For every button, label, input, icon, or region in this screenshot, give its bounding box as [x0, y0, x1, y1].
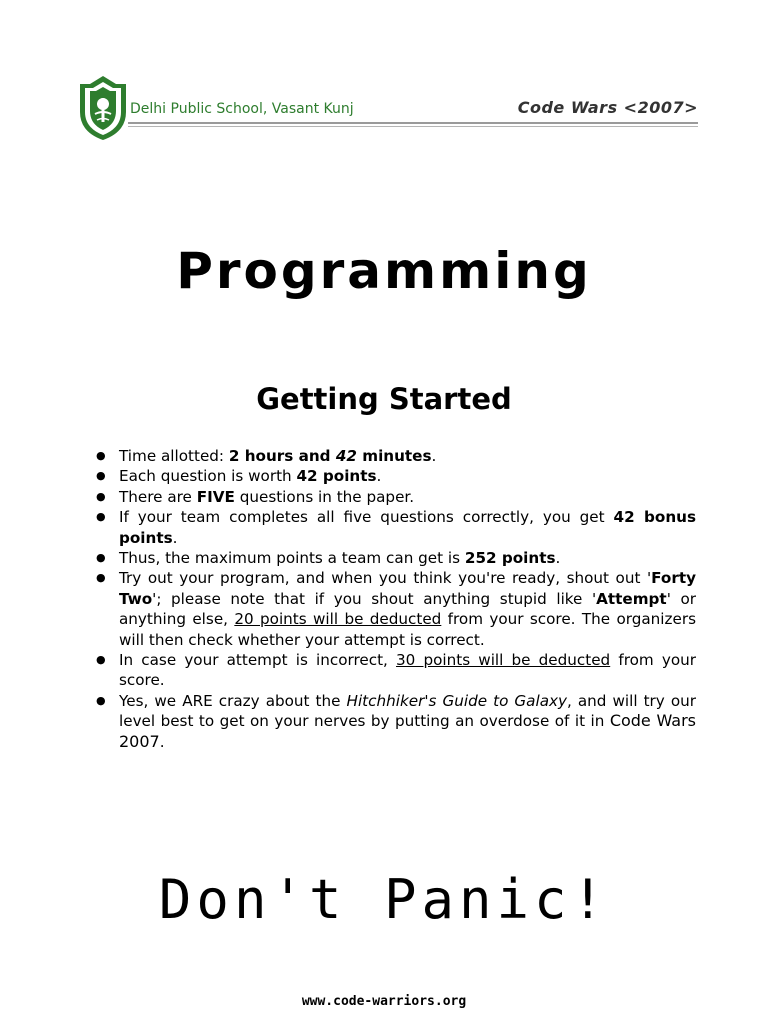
list-item: ● In case your attempt is incorrect, 30 points will be deducted from your score. — [96, 650, 696, 691]
header-divider — [128, 122, 698, 124]
page-header — [76, 74, 698, 142]
section-heading: Getting Started — [256, 382, 512, 416]
list-item: ● Thus, the maximum points a team can get is 252 points. — [96, 548, 696, 568]
list-item: ● There are FIVE questions in the paper. — [96, 487, 696, 507]
school-name: Delhi Public School, Vasant Kunj — [130, 101, 354, 117]
header-divider-thin — [128, 126, 698, 127]
footer-url: www.code-warriors.org — [301, 994, 467, 1009]
list-item: ● Try out your program, and when you think you're ready, shout out 'Forty Two'; please note that if you shout anything stupid like 'Attempt' or anything else, 20 points will be deducted from your score. The organizers will then check whether your attempt is correct. — [96, 568, 696, 650]
list-item: ● If your team completes all five questions correctly, you get 42 bonus points. — [96, 507, 696, 548]
list-item: ● Time allotted: 2 hours and 42 minutes. — [96, 446, 696, 466]
list-item: ● Each question is worth 42 points. — [96, 466, 696, 486]
page-title: Programming — [176, 242, 592, 300]
rules-list — [96, 446, 696, 752]
school-crest-icon — [76, 74, 130, 142]
list-item: ● Yes, we ARE crazy about the Hitchhiker's Guide to Galaxy, and will try our level best to get on your nerves by putting an overdose of it in Code Wars 2007. — [96, 691, 696, 752]
tagline: Don't Panic! — [158, 868, 610, 931]
event-name: Code Wars <2007> — [517, 98, 698, 117]
